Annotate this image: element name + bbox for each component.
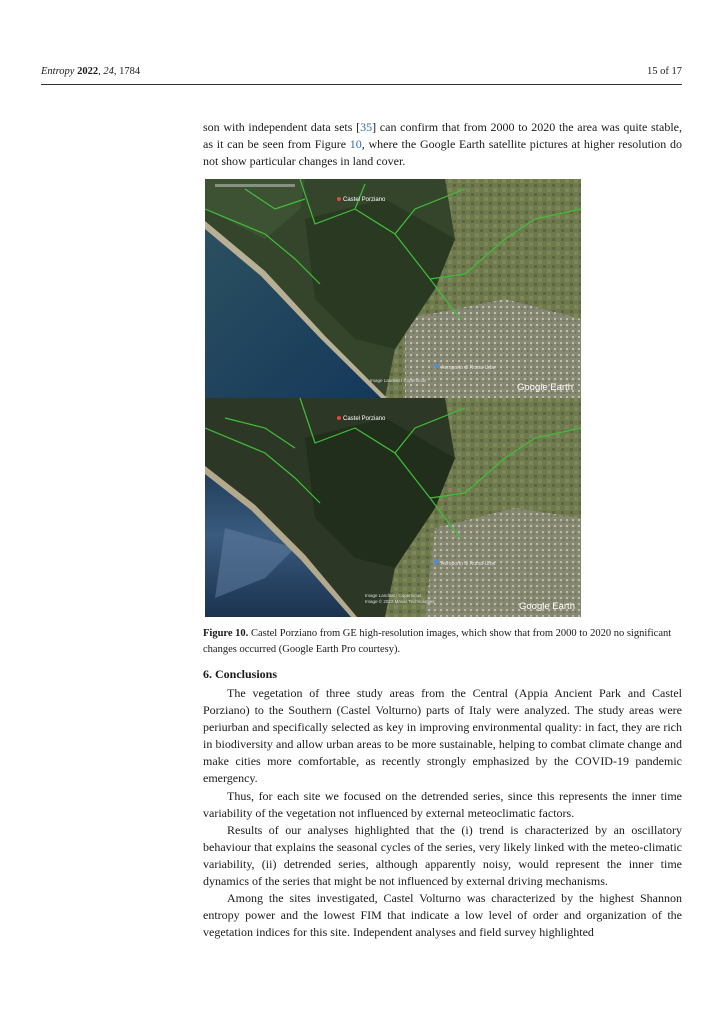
place-marker-icon: [337, 416, 341, 420]
airport-marker-icon: [434, 364, 438, 368]
image-credit-2000-maxar: Image © 2022 Maxar Technologies: [365, 599, 435, 604]
citation-link[interactable]: 35: [360, 120, 373, 134]
caption-text: Castel Porziano from GE high-resolution images, which show that from 2000 to 2020 no significant changes occurred (Google Earth Pro courtesy).: [203, 628, 672, 655]
satellite-images: [205, 179, 581, 617]
journal-volume: 24: [103, 66, 114, 77]
figure-caption: [203, 626, 682, 658]
conclusions-paragraph-4: Among the sites investigated, Castel Volturno was characterized by the highest Shannon entropy power and the lowest FIM that indicate a low level of order and organization of the vegetation indices for this site. Independent analyses and field survey highlighted: [203, 891, 682, 940]
caption-label: Figure 10.: [203, 628, 249, 639]
satellite-image-2020: [205, 179, 581, 398]
page-number: 15 of 17: [647, 66, 682, 77]
image-credit-2000: Image Landsat / Copernicus: [365, 593, 422, 598]
intro-text-a: son with independent data sets [: [203, 120, 361, 134]
conclusions-paragraph-2: Thus, for each site we focused on the detrended series, since this represents the inner time variability of the vegetation not influenced by external meteoclimatic factors.: [203, 788, 682, 820]
intro-text-b: ] can confirm that from 2000 to 2020 the area was quite stable, as it can be seen from Figure: [203, 120, 682, 152]
journal-name: Entropy: [41, 66, 75, 77]
conclusions-body: [203, 685, 682, 941]
figure-10: [205, 179, 581, 617]
airport-marker-icon: [434, 560, 438, 564]
google-earth-watermark: Google Earth: [517, 382, 573, 393]
airport-label-2000: Aeroporto di Roma-Urbe: [441, 561, 496, 567]
airport-label-2020: Aeroporto di Roma-Urbe: [441, 365, 496, 371]
image-credit-2020: Image Landsat / Copernicus: [370, 378, 427, 383]
intro-text-c: , where the Google Earth satellite pictures at higher resolution do not show particular changes in land cover.: [203, 137, 683, 169]
conclusions-paragraph-3: Results of our analyses highlighted that the (i) trend is characterized by an oscillatory behaviour that explains the seasonal cycles of the series, very likely linked with the meteo-climatic variability, (ii) detrended series, although apparently noisy, would represent the inner time dynamics of the series that might be not influenced by external driving mechanisms.: [203, 822, 682, 889]
figure-link[interactable]: 10: [349, 137, 362, 152]
place-label-2000: Castel Porziano: [343, 416, 386, 422]
article-number: 1784: [119, 66, 141, 77]
intro-paragraph: [203, 119, 682, 170]
place-marker-icon: [337, 197, 341, 201]
scale-bar: [215, 184, 295, 187]
running-header: [41, 66, 682, 82]
header-rule: [41, 84, 682, 85]
conclusions-paragraph-1: The vegetation of three study areas from the Central (Appia Ancient Park and Castel Porziano) to the Southern (Castel Volturno) parts of Italy were analyzed. The study areas were periurban and specifically selected as key in improving environmental quality: in fact, they are rich in biodiversity and allow urban areas to be more sustainable, helping to combat climate change and make cities more comfortable, as recently strongly emphasized by the COVID-19 pandemic emergency.: [203, 686, 682, 786]
section-heading: 6. Conclusions: [203, 667, 278, 681]
place-label-2020: Castel Porziano: [343, 197, 386, 203]
satellite-image-2000: [205, 398, 581, 617]
journal-citation: Entropy 2022, 24, 1784: [41, 66, 141, 77]
google-earth-watermark: Google Earth: [519, 601, 575, 612]
journal-year: 2022: [77, 66, 99, 77]
